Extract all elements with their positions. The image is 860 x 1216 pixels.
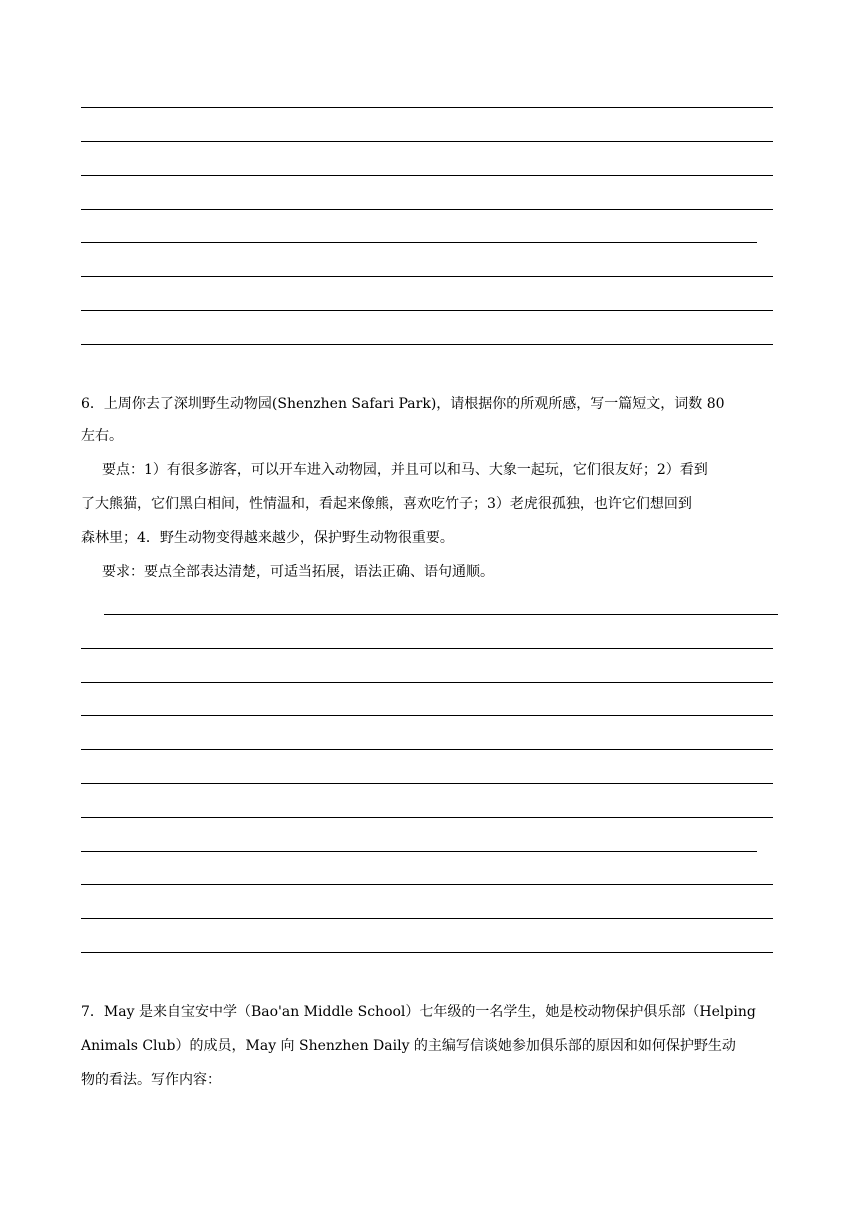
writing-line: [81, 715, 773, 716]
writing-line: [81, 209, 773, 210]
question-6-prompt-line-2: 左右。: [81, 428, 123, 444]
writing-line: [81, 242, 757, 243]
writing-line: [81, 682, 773, 683]
question-7-prompt-line-1: 7．May 是来自宝安中学（Bao'an Middle School）七年级的一名学生，她是校动物保护俱乐部（Helping: [81, 1004, 756, 1020]
writing-line: [81, 175, 773, 176]
writing-line: [104, 614, 778, 615]
writing-line: [81, 884, 773, 885]
writing-line: [81, 783, 773, 784]
question-6-points-line-2: 了大熊猫，它们黑白相间，性情温和，看起来像熊，喜欢吃竹子；3）老虎很孤独，也许它们想回到: [81, 496, 692, 512]
writing-line: [81, 276, 773, 277]
writing-line: [81, 310, 773, 311]
question-7-prompt-line-2: Animals Club）的成员，May 向 Shenzhen Daily 的主编写信谈她参加俱乐部的原因和如何保护野生动: [81, 1038, 736, 1054]
writing-line: [81, 918, 773, 919]
writing-line: [81, 141, 773, 142]
question-6-points-line-1: 要点：1）有很多游客，可以开车进入动物园，并且可以和马、大象一起玩，它们很友好；2）看到: [102, 462, 708, 478]
writing-line: [81, 648, 773, 649]
writing-line: [81, 749, 773, 750]
question-6-prompt-line-1: 6．上周你去了深圳野生动物园(Shenzhen Safari Park)，请根据你的所观所感，写一篇短文，词数 80: [81, 396, 725, 412]
writing-line: [81, 851, 757, 852]
question-6-requirements: 要求：要点全部表达清楚，可适当拓展，语法正确、语句通顺。: [102, 564, 494, 580]
writing-line: [81, 107, 773, 108]
writing-line: [81, 952, 773, 953]
question-7-prompt-line-3: 物的看法。写作内容：: [81, 1072, 221, 1088]
writing-line: [81, 344, 773, 345]
writing-line: [81, 817, 773, 818]
question-6-points-line-3: 森林里；4．野生动物变得越来越少，保护野生动物很重要。: [81, 530, 454, 546]
